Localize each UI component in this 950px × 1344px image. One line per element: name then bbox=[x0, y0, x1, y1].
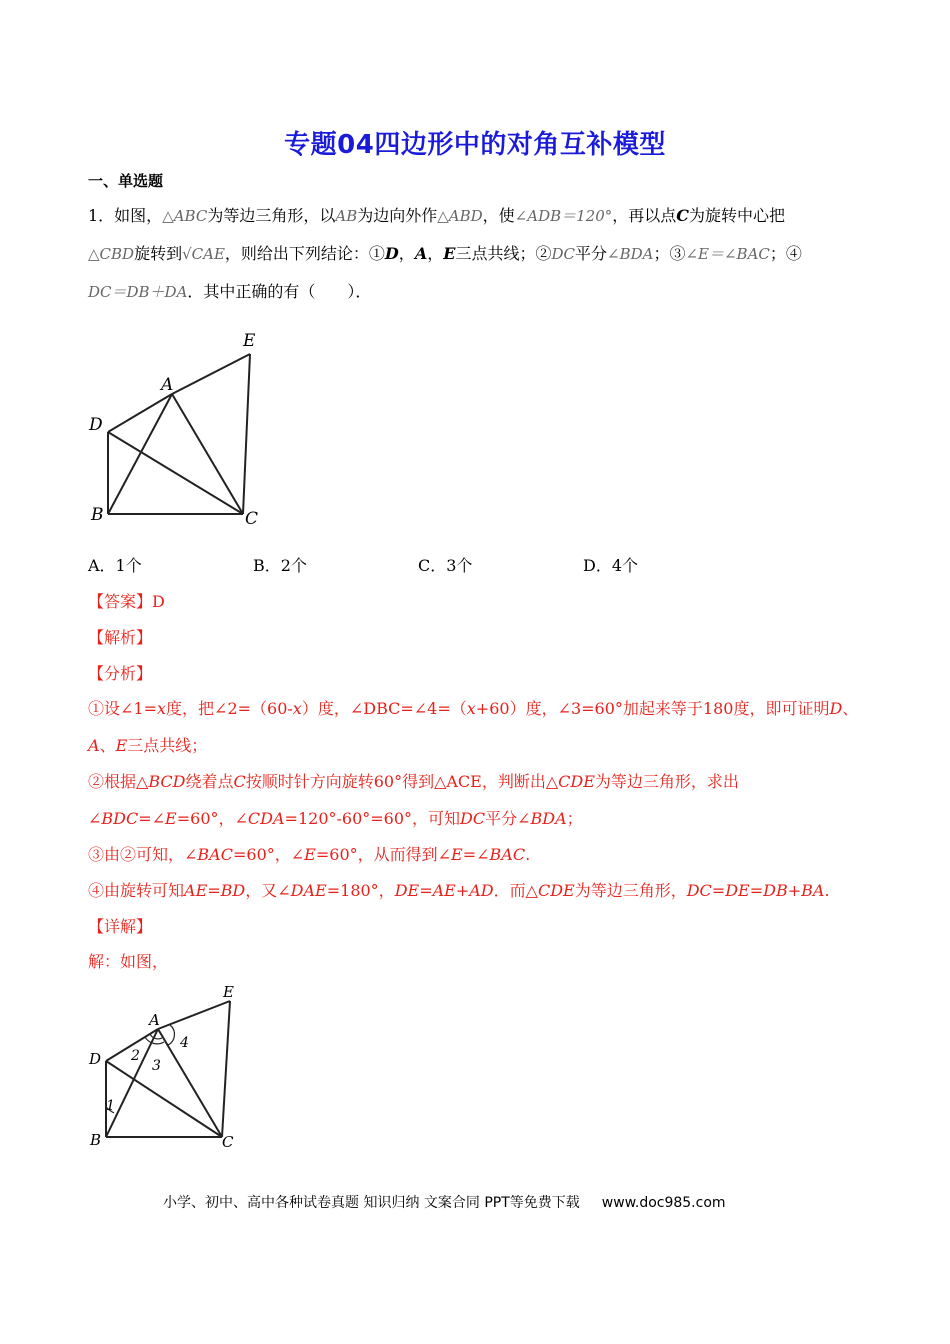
t: =180°， bbox=[326, 881, 395, 900]
label-c: C bbox=[222, 1133, 234, 1151]
q-text: ．其中正确的有（ ）． bbox=[187, 282, 372, 301]
t: =∠ bbox=[462, 845, 490, 864]
t: 为等边三角形， bbox=[574, 881, 687, 900]
label-e: E bbox=[223, 983, 234, 1001]
footer bbox=[163, 1192, 726, 1212]
fenxi-p1a bbox=[88, 696, 858, 719]
q-math: ∠E＝∠BAC bbox=[685, 245, 770, 263]
q-text: ，再以点 bbox=[612, 206, 677, 225]
t: . bbox=[824, 881, 830, 900]
v: BDC bbox=[101, 809, 139, 828]
v: BA bbox=[801, 881, 825, 900]
footer-url[interactable]: www.doc985.com bbox=[601, 1195, 726, 1211]
page-title: 专题04四边形中的对角互补模型 bbox=[284, 130, 666, 160]
q-text: 为边向外作 bbox=[357, 206, 438, 225]
q-text: ；④ bbox=[769, 244, 802, 263]
q-math: ∠BDA bbox=[607, 245, 654, 263]
fenxi-p1b bbox=[88, 733, 207, 756]
q-text: ；③ bbox=[653, 244, 686, 263]
t: =60°，∠ bbox=[232, 845, 305, 864]
t: 平分∠ bbox=[485, 809, 531, 828]
v: AD bbox=[469, 881, 494, 900]
footer-text: 小学、初中、高中各种试卷真题 知识归纳 文案合同 PPT等免费下载 bbox=[163, 1195, 580, 1211]
q-text: 平分 bbox=[574, 244, 607, 263]
fenxi-p3 bbox=[88, 842, 530, 865]
v: DE bbox=[394, 881, 420, 900]
q-var: D bbox=[384, 244, 399, 263]
t: 三点共线； bbox=[127, 736, 208, 755]
v: x bbox=[466, 699, 476, 718]
q-var: C bbox=[676, 206, 690, 225]
v: DE bbox=[725, 881, 750, 900]
q-math: △ABD bbox=[437, 207, 483, 225]
label-d: D bbox=[89, 415, 103, 435]
v: E bbox=[451, 845, 463, 864]
t: =120°-60°=60°，可知 bbox=[284, 809, 461, 828]
t: ．而△ bbox=[493, 881, 538, 900]
figure-1 bbox=[80, 318, 280, 533]
option-c: C．3个 bbox=[418, 556, 473, 575]
q-text: 旋转到 bbox=[134, 244, 183, 263]
t: . bbox=[525, 845, 531, 864]
t: ）度，∠DBC=∠4=（ bbox=[301, 699, 467, 718]
t: +60）度，∠3=60°加起来等于180度，即可证明 bbox=[475, 699, 830, 718]
q-var: E bbox=[443, 244, 456, 263]
v: E bbox=[304, 845, 316, 864]
t: = bbox=[749, 881, 764, 900]
label-e: E bbox=[243, 331, 256, 351]
label-a: A bbox=[149, 1011, 160, 1029]
angle-label-1: 1 bbox=[106, 1098, 115, 1114]
v: AE bbox=[184, 881, 208, 900]
label-b: B bbox=[91, 505, 104, 525]
q-math: △ABC bbox=[162, 207, 208, 225]
question-line-2 bbox=[88, 241, 802, 264]
section-heading: 一、单选题 bbox=[88, 172, 164, 190]
q-math: ∠ADB＝120° bbox=[514, 207, 613, 225]
v: A bbox=[88, 736, 100, 755]
v: BCD bbox=[148, 772, 186, 791]
v: AE bbox=[432, 881, 456, 900]
t: 为等边三角形，求出 bbox=[594, 772, 739, 791]
v: CDE bbox=[558, 772, 595, 791]
analysis-label: 【解析】 bbox=[88, 628, 153, 647]
label-c: C bbox=[245, 509, 259, 529]
answer-value: D bbox=[152, 592, 165, 611]
v: BDA bbox=[530, 809, 567, 828]
t: ∠ bbox=[88, 809, 102, 828]
label-d: D bbox=[89, 1050, 102, 1068]
v: DC bbox=[686, 881, 712, 900]
fenxi-p2b bbox=[88, 806, 583, 829]
t: ； bbox=[566, 809, 583, 828]
q-math: DC bbox=[551, 245, 575, 263]
q-text: 为等边三角形，以 bbox=[207, 206, 336, 225]
v: BAC bbox=[197, 845, 233, 864]
t: + bbox=[455, 881, 470, 900]
q-text: ， bbox=[398, 244, 415, 263]
q-text: ， bbox=[427, 244, 444, 263]
q-text: 1．如图， bbox=[88, 206, 163, 225]
t: ，又∠ bbox=[245, 881, 291, 900]
option-a: A．1个 bbox=[88, 556, 142, 575]
question-line-1 bbox=[88, 203, 785, 226]
t: = bbox=[207, 881, 221, 900]
t: = bbox=[711, 881, 726, 900]
v: CDA bbox=[247, 809, 285, 828]
t: ①设∠1= bbox=[88, 699, 157, 718]
v: DB bbox=[763, 881, 788, 900]
label-a: A bbox=[161, 375, 174, 395]
t: 按顺时针方向旋转60°得到△ACE，判断出△ bbox=[245, 772, 559, 791]
t: 、 bbox=[99, 736, 116, 755]
v: DAE bbox=[290, 881, 327, 900]
label-b: B bbox=[90, 1131, 102, 1149]
t: ③由②可知，∠ bbox=[88, 845, 198, 864]
q-math: √CAE bbox=[182, 245, 225, 263]
figure-2 bbox=[82, 983, 252, 1153]
detail-label: 【详解】 bbox=[88, 917, 153, 936]
v: x bbox=[292, 699, 302, 718]
t: =60°，从而得到∠ bbox=[315, 845, 452, 864]
q-text: ，使 bbox=[482, 206, 515, 225]
q-var: A bbox=[414, 244, 428, 263]
fenxi-p4 bbox=[88, 878, 830, 901]
question-line-3 bbox=[88, 279, 371, 302]
t: = bbox=[419, 881, 433, 900]
detail-text: 解：如图， bbox=[88, 952, 169, 971]
t: 度，把∠2=（60- bbox=[166, 699, 293, 718]
q-math: AB bbox=[335, 207, 358, 225]
q-text: 为旋转中心把 bbox=[689, 206, 786, 225]
t: =60°，∠ bbox=[176, 809, 248, 828]
q-math: DC＝DB＋DA bbox=[88, 283, 188, 301]
v: E bbox=[115, 736, 128, 755]
v: BAC bbox=[489, 845, 526, 864]
v: E bbox=[165, 809, 177, 828]
q-math: △CBD bbox=[88, 245, 135, 263]
option-b: B．2个 bbox=[253, 556, 307, 575]
angle-label-4: 4 bbox=[180, 1035, 189, 1051]
q-text: ，则给出下列结论：① bbox=[224, 244, 385, 263]
v: D bbox=[829, 699, 843, 718]
v: CDE bbox=[537, 881, 575, 900]
answer-label: 【答案】 bbox=[88, 592, 153, 611]
option-d: D．4个 bbox=[583, 556, 639, 575]
angle-label-2: 2 bbox=[131, 1048, 140, 1064]
v: x bbox=[157, 699, 167, 718]
t: ④由旋转可知 bbox=[88, 881, 185, 900]
t: ②根据△ bbox=[88, 772, 149, 791]
t: =∠ bbox=[138, 809, 166, 828]
q-text: 三点共线；② bbox=[455, 244, 552, 263]
fenxi-p2a bbox=[88, 769, 739, 792]
v: BD bbox=[220, 881, 246, 900]
t: 、 bbox=[842, 699, 859, 718]
v: C bbox=[233, 772, 246, 791]
t: + bbox=[787, 881, 802, 900]
answer-line bbox=[88, 589, 165, 612]
angle-label-3: 3 bbox=[152, 1058, 161, 1074]
v: DC bbox=[460, 809, 486, 828]
t: 绕着点 bbox=[185, 772, 234, 791]
fenxi-label: 【分析】 bbox=[88, 664, 153, 683]
